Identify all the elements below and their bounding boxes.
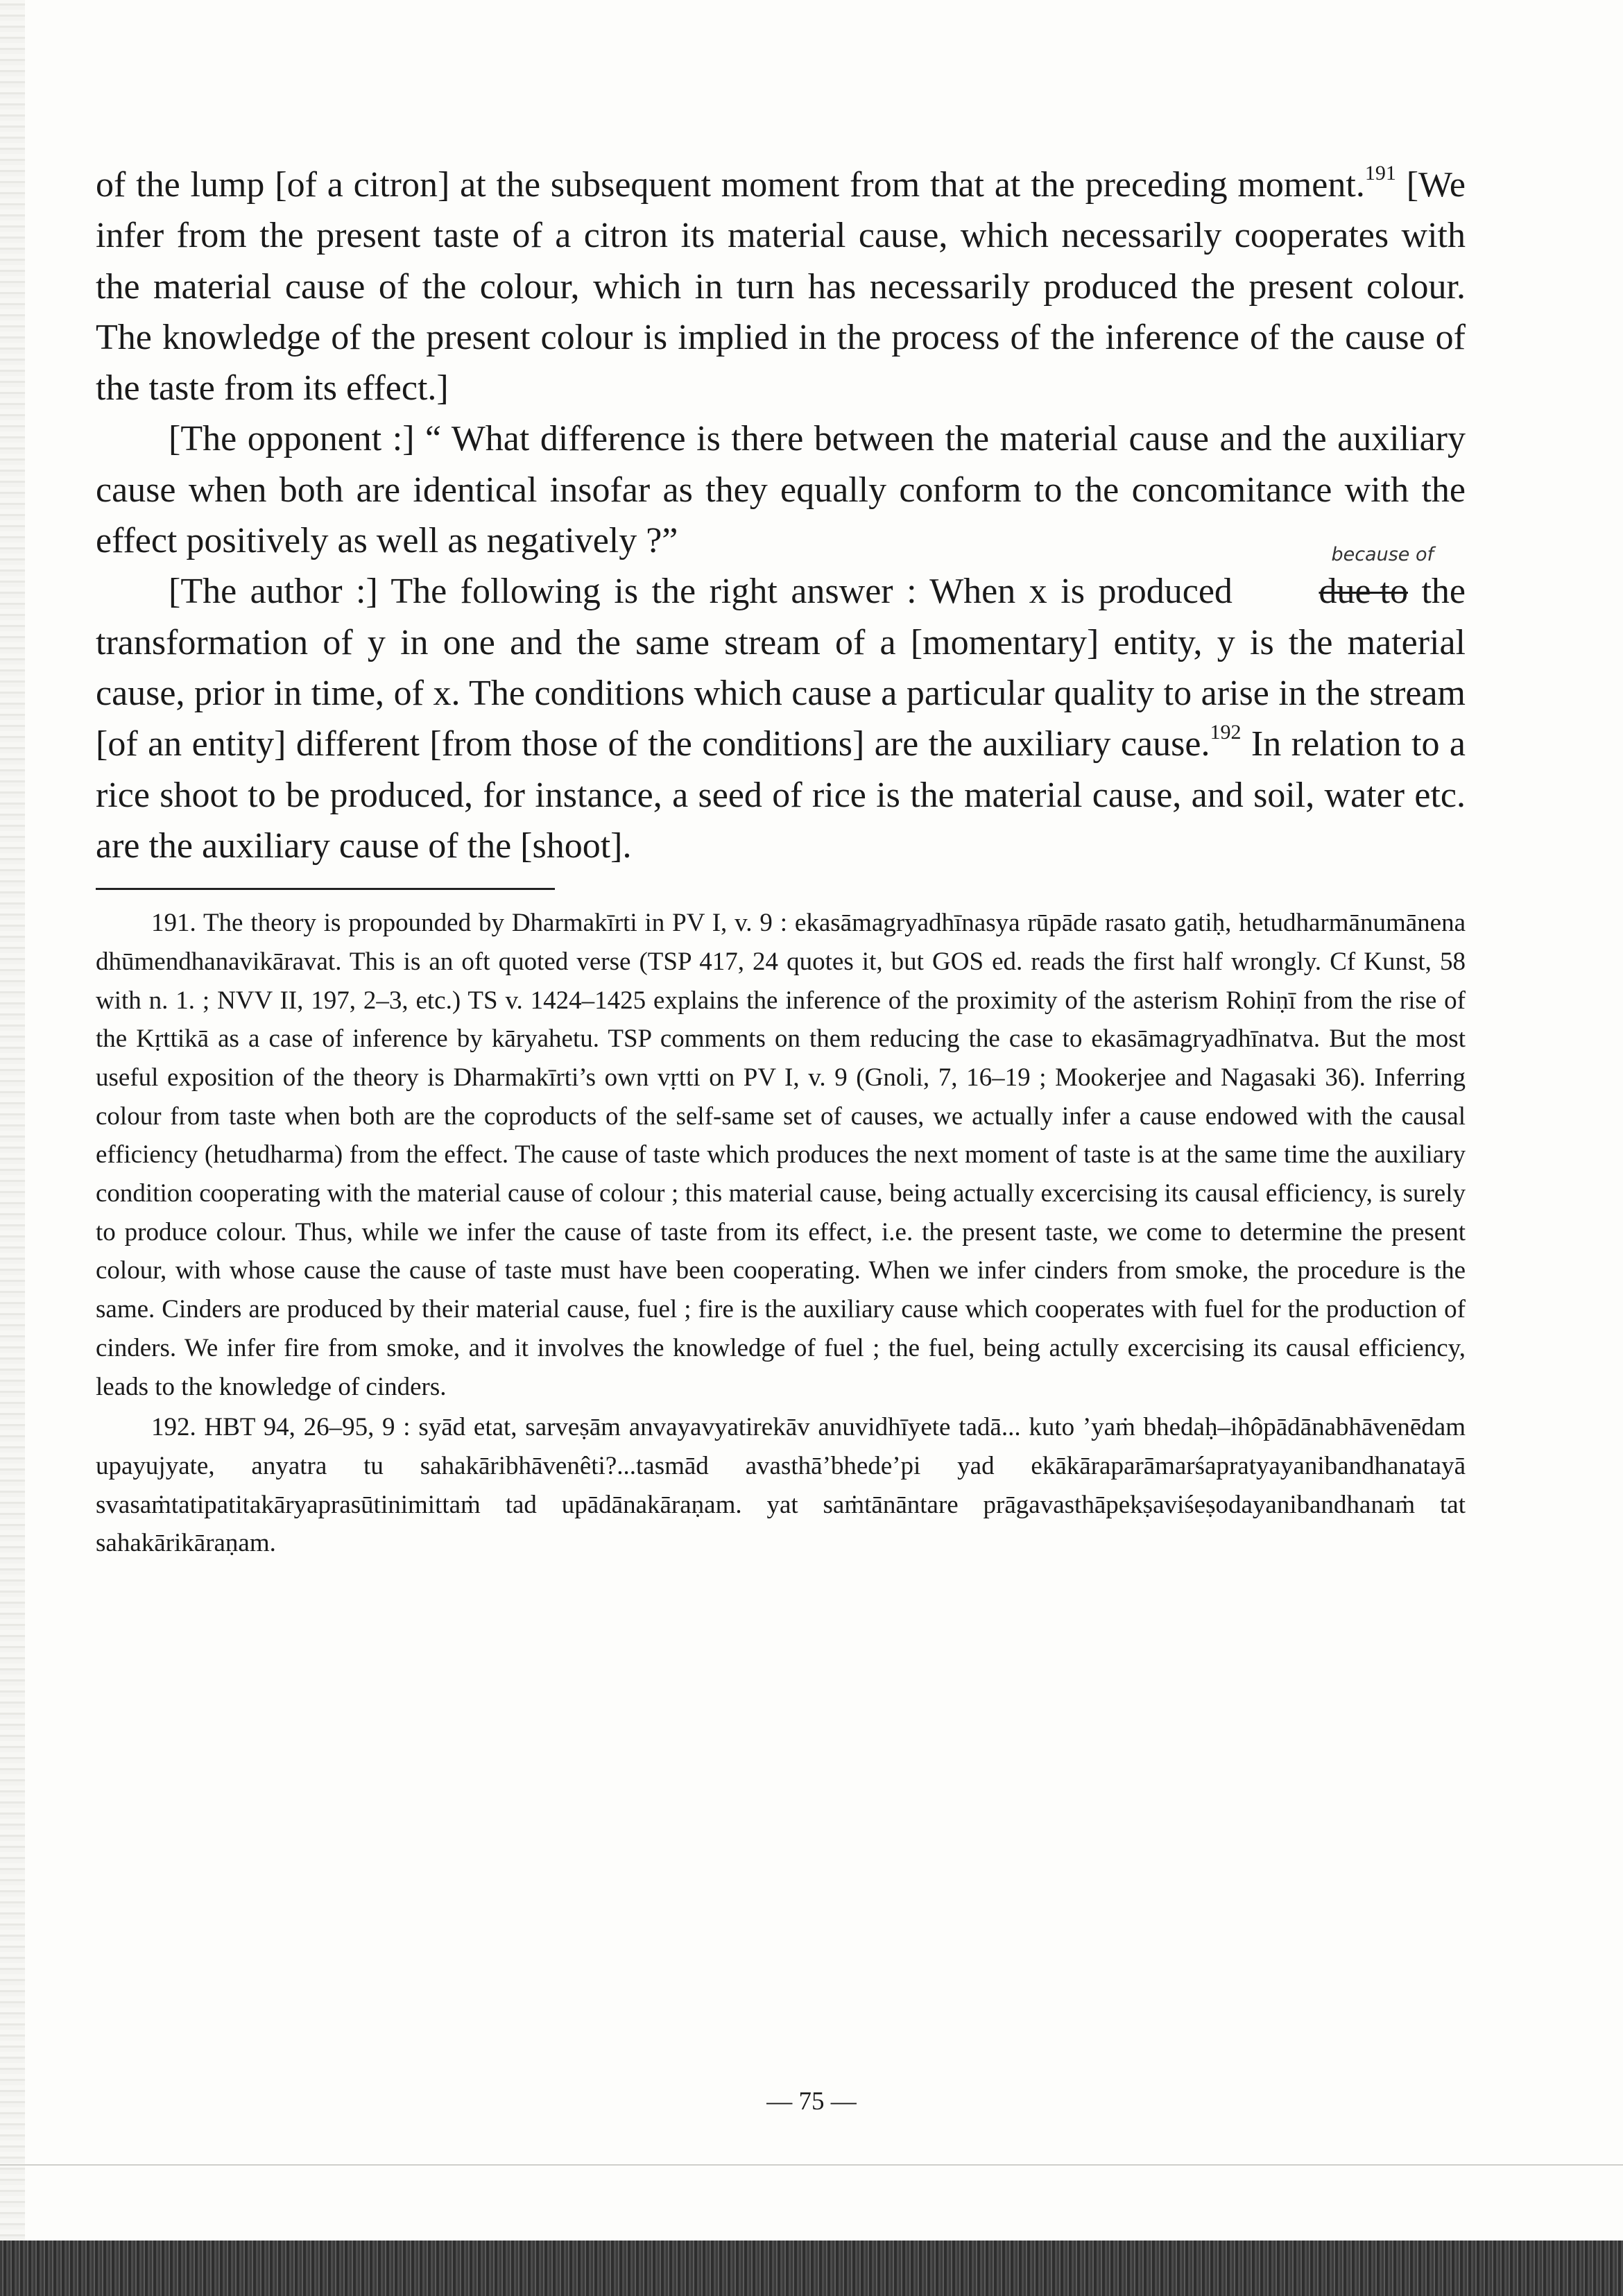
- footnote-ref-192: 192: [1210, 721, 1242, 744]
- main-text: [96, 160, 1466, 871]
- scan-fold-line: [0, 2164, 1623, 2166]
- scan-bottom-border: [0, 2241, 1623, 2296]
- struck-text: due to: [1319, 572, 1408, 612]
- footnote-ref-191: 191: [1364, 162, 1396, 185]
- handwritten-correction: [1246, 544, 1434, 617]
- paragraph-1: of the lump [of a citron] at the subsequent moment from that at the preceding moment.$^{191}$ [We infer from the present taste of a citron its material cause, which necessarily cooperates with the material cause of the colour, which in turn has necessarily produced the present colour. The knowledge of the present colour is implied in the process of the inference of the cause of the taste from its effect.]: [96, 162, 1466, 409]
- paragraph-2: [The opponent :] “ What difference is there between the material cause and the auxiliary cause when both are identical insofar as they equally conform to the concomitance with the effect positively as well as negatively ?”: [96, 419, 1466, 561]
- footnotes: [96, 904, 1466, 1563]
- page-number: — 75 —: [766, 2087, 857, 2116]
- footnote-191: 191. The theory is propounded by Dharmakīrti in PV I, v. 9 : ekasāmagryadhīnasya rūpāde rasato gatiḥ, hetudharmānumānena dhūmendhanavikāravat. This is an oft quoted verse (TSP 417, 24 quotes it, but GOS ed. reads the first half wrongly. Cf Kunst, 58 with n. 1. ; NVV II, 197, 2–3, etc.) TS v. 1424–1425 explains the inference of the proximity of the asterism Rohiṇī from the rise of the Kṛttikā as a case of inference by kāryahetu. TSP comments on them reducing the case to ekasāmagryadhīnatva. But the most useful exposition of the theory is Dharmakīrti’s own vṛtti on PV I, v. 9 (Gnoli, 7, 16–19 ; Mookerjee and Nagasaki 36). Inferring colour from taste when both are the coproducts of the self-same set of causes, we actually infer a cause endowed with the causal efficiency (hetudharma) from the effect. The cause of taste which produces the next moment of taste is at the same time the auxiliary condition cooperating with the material cause of colour ; this material cause, being actually excercising its causal efficiency, is surely to produce colour. Thus, while we infer the cause of taste from its effect, i.e. the present taste, we come to determine the present colour, with whose cause the cause of taste must have been cooperating. When we infer cinders from smoke, the procedure is the same. Cinders are produced by their material cause, fuel ; fire is the auxiliary cause which cooperates with fuel for the production of cinders. We infer fire from smoke, and it involves the knowledge of fuel ; the fuel, being actully excercising its causal efficiency, leads to the knowledge of cinders.: [96, 909, 1466, 1401]
- handwritten-annotation: because of: [1331, 544, 1434, 566]
- footnote-192: 192. HBT 94, 26–95, 9 : syād etat, sarveṣām anvayavyatirekāv anuvidhīyete tadā... kuto ’yaṁ bhedaḥ–ihôpādānabhāvenēdam upayujyate, anyatra tu sahakāribhāvenêti?...tasmād avasthā’bhede’pi yad ekākāraparāmarśapratyayanibandhanatayā svasaṁtatipatitakāryaprasūtinimittaṁ tad upādānakāraṇam. yat saṁtānāntare prāgavasthāpekṣaviśeṣodayanibandhanaṁ tat sahakārikāraṇam.: [96, 1413, 1466, 1558]
- footnote-separator: [96, 888, 555, 890]
- scan-left-edge: [0, 0, 25, 2241]
- paragraph-3: [The author :] The following is the right answer : When x is produced because of due to the transformation of y in one and the same stream of a [momentary] entity, y is the material cause, prior in time, of x. The conditions which cause a particular quality to arise in the stream [of an entity] different [from those of the conditions] are the auxiliary cause.$^{192}$ In relation to a rice shoot to be produced, for instance, a seed of rice is the material cause, and soil, water etc. are the auxiliary cause of the [shoot].: [96, 544, 1466, 866]
- page-content: [96, 160, 1466, 1563]
